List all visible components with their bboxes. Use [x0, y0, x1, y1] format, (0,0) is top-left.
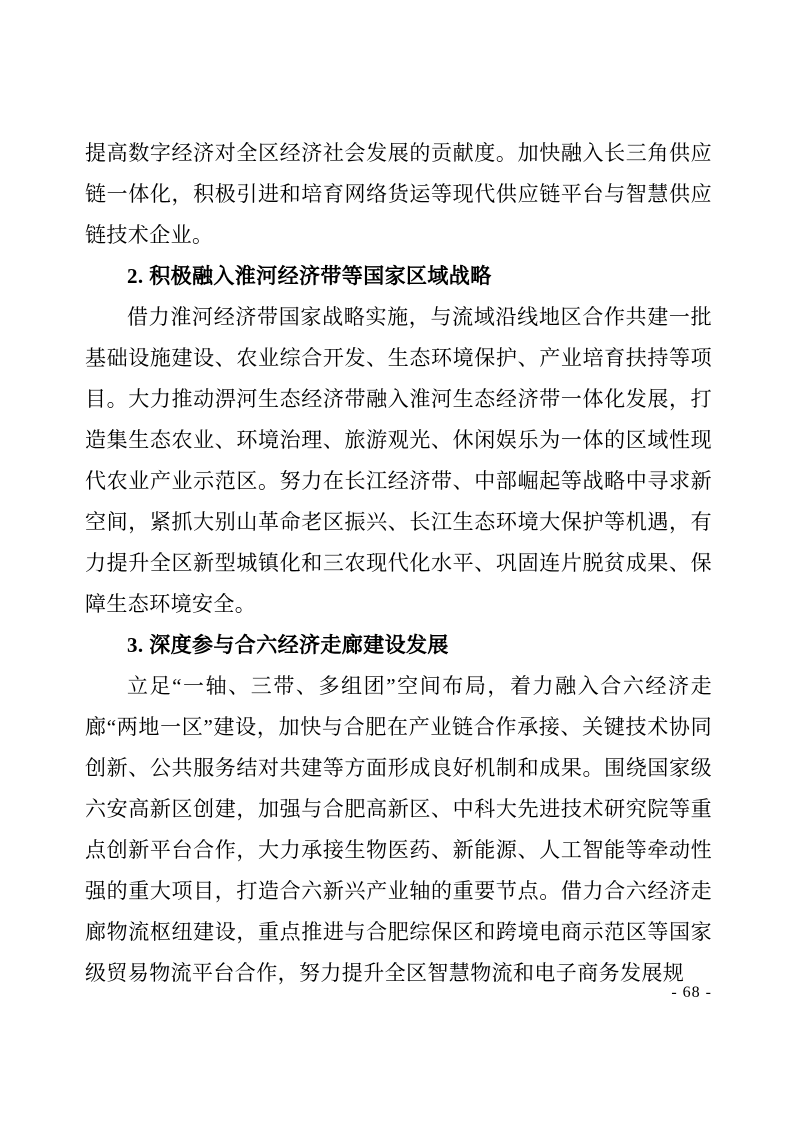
section-heading-2: 2. 积极融入淮河经济带等国家区域战略: [127, 264, 492, 288]
section-2-paragraph: 借力淮河经济带国家战略实施，与流域沿线地区合作共建一批基础设施建设、农业综合开发、生态环境保护、产业培育扶持等项目。大力推动淠河生态经济带融入淮河生态经济带一体化发展，打造集生态农业、环境治理、旅游观光、休闲娱乐为一体的区域性现代农业产业示范区。努力在长江经济带、中部崛起等战略中寻求新空间，紧抓大别山革命老区振兴、长江生态环境大保护等机遇，有力提升全区新型城镇化和三农现代化水平、巩固连片脱贫成果、保障生态环境安全。: [85, 305, 712, 616]
paragraph-continuation: 提高数字经济对全区经济社会发展的贡献度。加快融入长三角供应链一体化，积极引进和培育网络货运等现代供应链平台与智慧供应链技术企业。: [85, 141, 712, 247]
page-number: - 68 -: [671, 984, 712, 1001]
section-heading-3: 3. 深度参与合六经济走廊建设发展: [127, 633, 449, 657]
page-content: [85, 133, 712, 994]
section-3-paragraph: 立足“一轴、三带、多组团”空间布局，着力融入合六经济走廊“两地一区”建设，加快与合肥在产业链合作承接、关键技术协同创新、公共服务结对共建等方面形成良好机制和成果。围绕国家级六安高新区创建，加强与合肥高新区、中科大先进技术研究院等重点创新平台合作，大力承接生物医药、新能源、人工智能等牵动性强的重大项目，打造合六新兴产业轴的重要节点。借力合六经济走廊物流枢纽建设，重点推进与合肥综保区和跨境电商示范区等国家级贸易物流平台合作，努力提升全区智慧物流和电子商务发展规: [85, 674, 712, 985]
